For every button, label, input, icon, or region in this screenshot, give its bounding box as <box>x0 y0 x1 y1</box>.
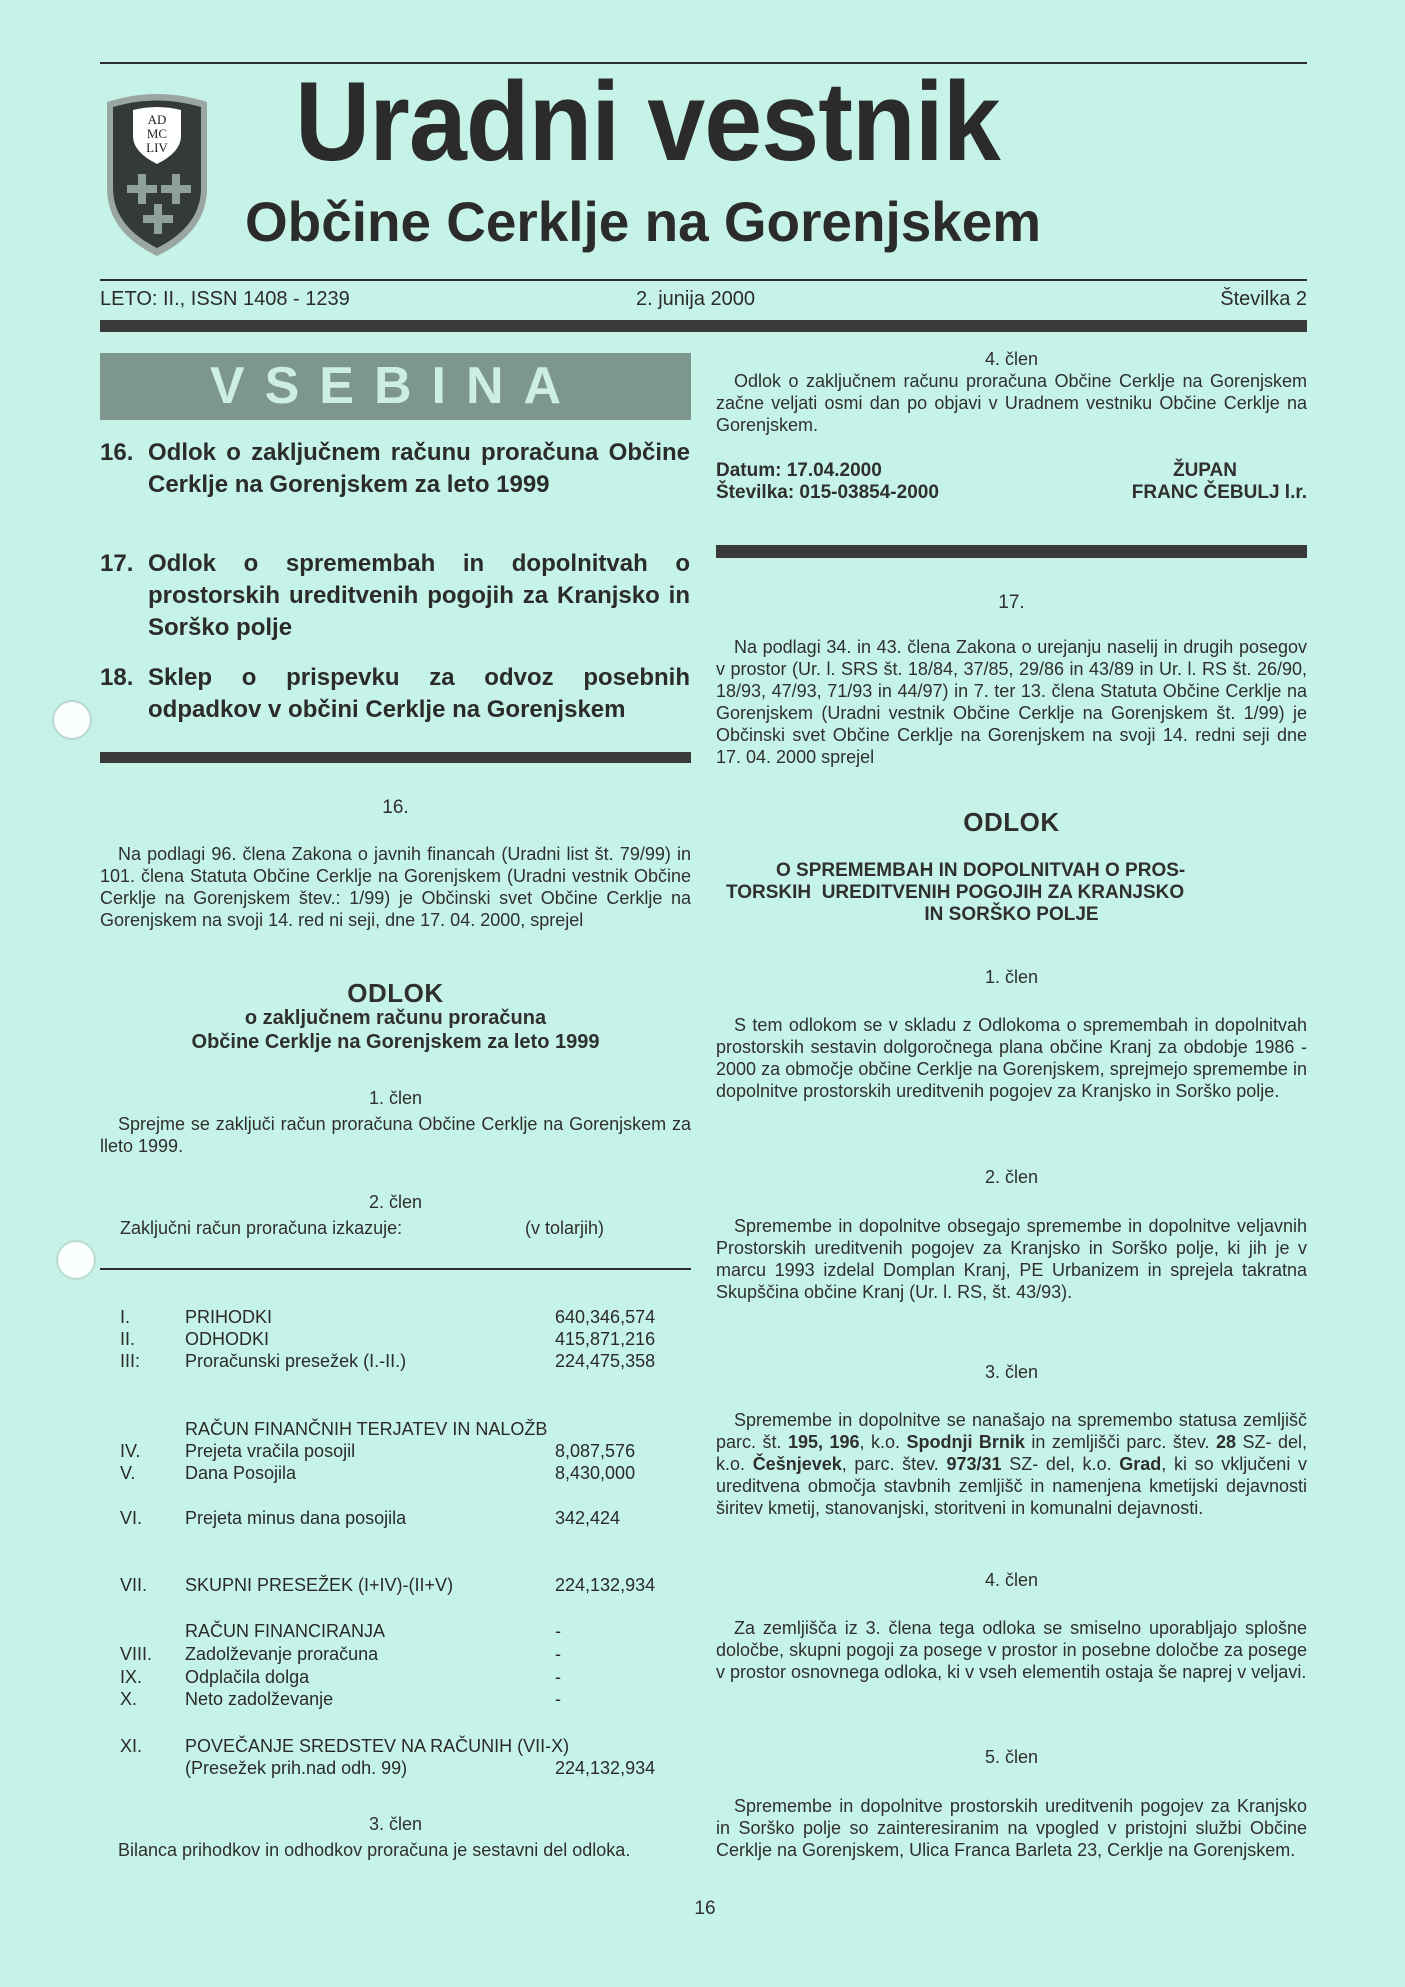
row-label: (Presežek prih.nad odh. 99) <box>185 1758 408 1778</box>
row-label: Prejeta minus dana posojila <box>185 1508 407 1528</box>
doc17-subtitle-1: O SPREMEMBAH IN DOPOLNITVAH O PROS- <box>776 860 1186 881</box>
cadastral-municipality: Grad <box>1119 1454 1162 1474</box>
table-row <box>120 1418 680 1440</box>
table-row <box>120 1620 680 1642</box>
table-row <box>120 1666 680 1688</box>
row-label: SKUPNI PRESEŽEK (I+IV)-(II+V) <box>185 1575 454 1595</box>
doc17-number: 17. <box>998 592 1025 613</box>
doc16-date: Datum: 17.04.2000 <box>716 460 882 481</box>
text-run: , k.o. <box>859 1432 907 1452</box>
row-number: V. <box>120 1463 136 1483</box>
row-label: ODHODKI <box>185 1329 270 1349</box>
text-run: in zemljišči parc. štev. <box>1024 1432 1216 1452</box>
doc17-clen3-text <box>716 1409 1307 1519</box>
row-number: VIII. <box>120 1644 153 1664</box>
cadastral-municipality: Spodnji Brnik <box>906 1432 1025 1452</box>
contents-banner <box>100 353 691 420</box>
row-number: I. <box>120 1307 131 1327</box>
row-number: X. <box>120 1689 138 1709</box>
text-run: SZ- del, k.o. <box>1001 1454 1120 1474</box>
table-row <box>120 1328 680 1350</box>
issue-year-issn: LETO: II., ISSN 1408 - 1239 <box>100 288 350 310</box>
doc16-clen2-intro: Zaključni račun proračuna izkazuje: <box>120 1218 403 1238</box>
row-number: IV. <box>120 1441 141 1461</box>
doc16-clen4-heading: 4. člen <box>984 349 1039 369</box>
doc17-clen1-text: S tem odlokom se v skladu z Odlokoma o spremembah in dopolnitvah prostorskih sestavin dolgoročnega plana občine Kranj za obdobje 1986 - 2000 za območje občine Cerklje na Gorenjskem, sprejmejo spremembe in dopolnitve prostorskih ureditvenih pogojev za Kranjsko in Sorško polje. <box>716 1015 1307 1101</box>
contents-heading: VSEBINA <box>209 357 582 415</box>
text-run: , parc. štev. <box>841 1454 947 1474</box>
doc16-clen3-text: Bilanca prihodkov in odhodkov proračuna je sestavni del odloka. <box>118 1840 631 1860</box>
doc16-clen2-heading: 2. člen <box>368 1192 423 1212</box>
row-section-label: RAČUN FINANČNIH TERJATEV IN NALOŽB <box>185 1419 548 1439</box>
cadastral-municipality: Češnjevek <box>752 1454 842 1474</box>
doc17-title: ODLOK <box>963 807 1060 837</box>
punch-hole-bottom <box>56 1240 96 1280</box>
doc16-number-label: Številka: 015-03854-2000 <box>716 482 939 503</box>
table-row <box>120 1735 680 1757</box>
punch-hole-top <box>52 700 92 740</box>
row-value: - <box>555 1667 561 1687</box>
table-row <box>120 1643 680 1665</box>
doc17-clen4-heading: 4. člen <box>984 1570 1039 1590</box>
publication-subtitle: Občine Cerklje na Gorenjskem <box>245 190 1042 253</box>
toc-item-text: Sklep o prispevku za odvoz posebnih odpadkov v občini Cerklje na Gorenjskem <box>148 664 690 723</box>
row-label: Dana Posojila <box>185 1463 297 1483</box>
table-top-rule <box>100 1268 691 1270</box>
row-value: 640,346,574 <box>555 1307 656 1327</box>
page-number: 16 <box>694 1898 716 1919</box>
row-value: 224,132,934 <box>555 1575 656 1595</box>
doc16-number: 16. <box>382 797 409 818</box>
row-number: III: <box>120 1351 141 1371</box>
row-label: Odplačila dolga <box>185 1667 310 1687</box>
row-value: - <box>555 1621 561 1641</box>
svg-text:AD: AD <box>147 112 167 127</box>
table-row <box>120 1507 680 1529</box>
doc17-clen5-heading: 5. člen <box>984 1747 1039 1767</box>
doc17-subtitle-3: IN SORŠKO POLJE <box>924 904 1099 925</box>
row-label: Neto zadolževanje <box>185 1689 334 1709</box>
doc16-subtitle-2: Občine Cerklje na Gorenjskem za leto 1999 <box>191 1031 600 1053</box>
toc-item[interactable] <box>100 548 690 644</box>
doc17-clen5-text: Spremembe in dopolnitve prostorskih ureditvenih pogojev za Kranjsko in Sorško polje so zainteresiranim na vpogled v pristojni službi Občine Cerklje na Gorenjskem, Ulica Franca Barleta 23, Cerklje na Gorenjskem. <box>716 1796 1307 1860</box>
row-number: II. <box>120 1329 136 1349</box>
row-number: VI. <box>120 1508 143 1528</box>
row-label: POVEČANJE SREDSTEV NA RAČUNIH (VII-X) <box>185 1736 570 1756</box>
table-row <box>120 1440 680 1462</box>
doc17-subtitle-2: TORSKIH UREDITVENIH POGOJIH ZA KRANJSKO <box>726 882 1185 903</box>
row-label: Zadolževanje proračuna <box>185 1644 379 1664</box>
doc16-signer-title: ŽUPAN <box>1172 460 1238 481</box>
parcel-numbers: 28 <box>1216 1432 1237 1452</box>
row-value: - <box>555 1644 561 1664</box>
doc16-clen2-unit: (v tolarjih) <box>525 1218 605 1238</box>
row-number: IX. <box>120 1667 143 1687</box>
doc16-preamble: Na podlagi 96. člena Zakona o javnih financah (Uradni list št. 79/99) in 101. člena Statuta Občine Cerklje na Gorenjskem (Uradni vestnik Občine Cerklje na Gorenjskem štev.: 1/99) je Občinski svet Občine Cerklje na Gorenjskem na svoji 14. red ni seji, dne 17. 04. 2000, sprejel <box>100 844 691 930</box>
toc-item-text: Odlok o zaključnem računu proračuna Občine Cerklje na Gorenjskem za leto 1999 <box>148 439 690 498</box>
publication-title: Uradni vestnik <box>295 59 1000 184</box>
doc16-title: ODLOK <box>347 978 444 1008</box>
row-value: 415,871,216 <box>555 1329 656 1349</box>
row-label: Proračunski presežek (I.-II.) <box>185 1351 407 1371</box>
row-value: 8,430,000 <box>555 1463 636 1483</box>
table-row <box>120 1306 680 1328</box>
row-value: - <box>555 1689 561 1709</box>
table-row <box>120 1462 680 1484</box>
contents-bottom-rule <box>100 752 691 763</box>
doc16-clen1-heading: 1. člen <box>368 1088 423 1108</box>
row-value: 8,087,576 <box>555 1441 636 1461</box>
row-value: 224,132,934 <box>555 1758 656 1778</box>
row-number: VII. <box>120 1575 148 1595</box>
doc17-clen4-text: Za zemljišča iz 3. člena tega odloka se smiselno uporabljajo splošne določbe, skupni pogoji za posege v prostor in posebne določbe za posege v prostor osnovnega odloka, ki v vseh elementih ostaja še naprej v veljavi. <box>716 1618 1307 1682</box>
coat-of-arms-logo <box>103 92 211 258</box>
table-row <box>120 1574 680 1596</box>
doc16-clen4-text: Odlok o zaključnem računu proračuna Občine Cerklje na Gorenjskem začne veljati osmi dan po objavi v Uradnem vestniku Občine Cerklje na Gorenjskem. <box>716 371 1307 435</box>
text-run: SZ- del, k.o. <box>716 1432 1307 1474</box>
table-row <box>120 1350 680 1372</box>
masthead-rule <box>100 279 1307 281</box>
row-label: Prejeta vračila posojil <box>185 1441 356 1461</box>
doc17-clen2-heading: 2. člen <box>984 1167 1039 1187</box>
parcel-numbers: 195, 196 <box>787 1432 860 1452</box>
doc16-end-rule <box>716 545 1307 558</box>
masthead-bottom-rule <box>100 320 1307 332</box>
issue-date: 2. junija 2000 <box>636 288 755 310</box>
doc17-preamble: Na podlagi 34. in 43. člena Zakona o urejanju naselij in drugih posegov v prostor (Ur. l. SRS št. 18/84, 37/85, 29/86 in 43/89 in Ur. l. RS št. 26/90, 18/93, 47/93, 71/93 in 44/97) in 7. ter 13. člena Statuta Občine Cerklje na Gorenjskem (Uradni vestnik Občine Cerklje na Gorenjskem št. 1/99) je Občinski svet Občine Cerklje na Gorenjskem na svoji 14. redni seji dne 17. 04. 2000 sprejel <box>716 637 1307 767</box>
toc-item-text: Odlok o spremembah in dopolnitvah o prostorskih ureditvenih pogojih za Kranjsko in Sorško polje <box>148 550 690 641</box>
doc17-clen1-heading: 1. člen <box>984 967 1039 987</box>
svg-text:LIV: LIV <box>146 140 168 155</box>
table-row <box>120 1688 680 1710</box>
toc-item-number: 16. <box>100 439 134 466</box>
table-row <box>120 1757 680 1779</box>
text-run: , ki so vključeni v ureditvena območja stavbnih zemljišč in namenjena kmetijski dejavnosti širitev kmetij, stanovanjski, storitveni in komunalni dejavnosti. <box>716 1454 1307 1518</box>
toc-item[interactable] <box>100 437 690 533</box>
toc-item[interactable] <box>100 662 690 726</box>
doc16-clen3-heading: 3. člen <box>368 1814 423 1834</box>
doc16-subtitle-1: o zaključnem računu proračuna <box>244 1007 547 1029</box>
doc17-clen2-text: Spremembe in dopolnitve obsegajo spremembe in dopolnitve veljavnih Prostorskih ureditvenih pogojev za Kranjsko in Sorško polje, ki jih je v marcu 1993 izdelal Domplan Kranj, PE Urbanizem in sprejela takratna Skupščina občine Kranj (Ur. l. RS, št. 43/93). <box>716 1216 1307 1302</box>
row-label: PRIHODKI <box>185 1307 273 1327</box>
doc16-signer-name: FRANC ČEBULJ l.r. <box>1131 482 1307 503</box>
issue-number: Številka 2 <box>1220 288 1307 310</box>
parcel-numbers: 973/31 <box>946 1454 1002 1474</box>
svg-text:MC: MC <box>146 126 168 141</box>
text-run: Spremembe in dopolnitve se nanašajo na spremembo statusa zemljišč parc. št. <box>716 1410 1307 1452</box>
row-section-label: RAČUN FINANCIRANJA <box>185 1621 386 1641</box>
toc-item-number: 17. <box>100 550 134 577</box>
row-number: XI. <box>120 1736 143 1756</box>
row-value: 224,475,358 <box>555 1351 656 1371</box>
toc-item-number: 18. <box>100 664 134 691</box>
doc17-clen3-heading: 3. člen <box>984 1362 1039 1382</box>
row-value: 342,424 <box>555 1508 621 1528</box>
doc16-clen1-text: Sprejme se zaključi račun proračuna Občine Cerklje na Gorenjskem za lleto 1999. <box>100 1114 691 1156</box>
